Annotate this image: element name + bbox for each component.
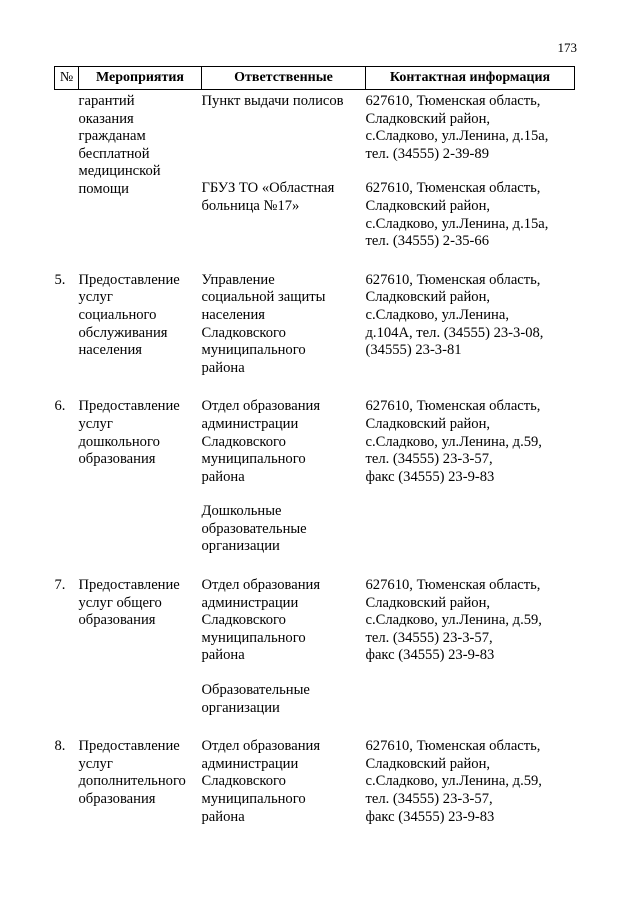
text-line: Сладковский район, <box>365 197 491 214</box>
text-line: 627610, Тюменская область, <box>365 93 541 109</box>
table-header-row <box>55 67 575 90</box>
text-line: района <box>201 359 245 376</box>
contact-cell <box>366 163 575 250</box>
table-row <box>55 717 575 826</box>
row-number <box>55 90 79 164</box>
text-line: Отдел образования <box>201 577 321 594</box>
contact-cell <box>366 90 575 164</box>
event-text <box>79 272 202 360</box>
text-line: муниципального <box>201 791 306 807</box>
table-row-continued <box>55 90 575 164</box>
text-line: Предоставление <box>78 271 180 288</box>
text-line: (34555) 23-3-81 <box>365 342 462 359</box>
responsible-cell <box>202 251 366 378</box>
text-line: услуг <box>78 755 113 772</box>
table-row <box>55 251 575 378</box>
contact-cell <box>366 556 575 717</box>
text-line: района <box>201 647 245 664</box>
responsible-text <box>202 272 366 378</box>
text-line: услуг <box>78 415 113 432</box>
text-line: администрации <box>201 755 299 772</box>
text-line: тел. (34555) 2-39-89 <box>365 145 489 162</box>
text-line: ГБУЗ ТО «Областная <box>201 180 335 197</box>
text-line: с.Сладково, ул.Ленина, <box>365 306 509 323</box>
responsible-cell <box>202 90 366 164</box>
text-line: с.Сладково, ул.Ленина, д.59, <box>365 773 542 790</box>
text-line: Сладковский район, <box>365 755 491 772</box>
text-line: образовательные <box>201 520 307 537</box>
text-line: социальной защиты <box>201 289 326 306</box>
text-line: тел. (34555) 23-3-57, <box>365 629 493 646</box>
text-line: больница №17» <box>201 197 300 214</box>
event-text <box>79 398 202 468</box>
text-line: д.104А, тел. (34555) 23-3-08, <box>365 324 544 341</box>
text-line: гарантий <box>78 93 135 109</box>
text-line: населения <box>201 306 266 323</box>
text-line: 627610, Тюменская область, <box>365 398 541 415</box>
contact-text <box>366 180 575 250</box>
text-line: образования <box>78 612 156 629</box>
text-line: Предоставление <box>78 577 180 594</box>
text-line: социального <box>78 306 157 323</box>
responsible-text <box>202 682 366 717</box>
event-text <box>79 738 202 808</box>
text-line: Предоставление <box>78 398 180 415</box>
responsible-cell <box>202 717 366 826</box>
text-line: Отдел образования <box>201 738 321 755</box>
text-line: организации <box>201 699 280 716</box>
text-line: организации <box>201 538 280 555</box>
contact-cell <box>366 251 575 378</box>
text-line: 627610, Тюменская область, <box>365 180 541 197</box>
row-number: 5. <box>54 271 66 288</box>
text-line: Управление <box>201 271 275 288</box>
text-line: с.Сладково, ул.Ленина, д.15а, <box>365 215 549 232</box>
text-line: дошкольного <box>78 433 160 450</box>
row-number: 7. <box>54 577 66 594</box>
text-line: бесплатной <box>78 145 150 162</box>
text-line: тел. (34555) 23-3-57, <box>365 791 493 807</box>
text-line: Пункт выдачи полисов <box>201 93 344 109</box>
contact-text <box>366 93 575 163</box>
text-line: с.Сладково, ул.Ленина, д.59, <box>365 433 542 450</box>
text-line: обслуживания <box>78 324 168 341</box>
contact-text <box>366 272 575 360</box>
responsible-text <box>202 398 366 486</box>
table-row <box>55 556 575 665</box>
text-line: района <box>201 468 245 485</box>
text-line: Отдел образования <box>201 398 321 415</box>
responsible-text <box>202 738 366 826</box>
text-line: образования <box>78 451 156 468</box>
event-text <box>79 93 202 199</box>
text-line: населения <box>78 342 143 359</box>
text-line: факс (34555) 23-9-83 <box>365 647 495 664</box>
responsible-cell <box>202 377 366 486</box>
text-line: Предоставление <box>78 738 180 755</box>
text-line: Сладковский район, <box>365 110 491 127</box>
contact-cell <box>366 717 575 826</box>
text-line: услуг <box>78 289 113 306</box>
row-number: 6. <box>54 398 66 415</box>
text-line: с.Сладково, ул.Ленина, д.59, <box>365 612 542 629</box>
text-line: администрации <box>201 594 299 611</box>
events-table <box>54 66 575 826</box>
responsible-cell <box>202 556 366 665</box>
table-row <box>55 377 575 486</box>
text-line: Сладковский район, <box>365 594 491 611</box>
text-line: Сладковский район, <box>365 289 491 306</box>
text-line: дополнительного <box>78 773 186 790</box>
text-line: Образовательные <box>201 682 310 699</box>
text-line: района <box>201 808 245 825</box>
header-events: Мероприятия <box>79 67 202 90</box>
event-text <box>79 577 202 630</box>
responsible-text <box>202 577 366 665</box>
contact-text <box>366 738 575 826</box>
text-line: медицинской <box>78 163 161 180</box>
text-line: Сладковский район, <box>365 415 491 432</box>
event-cell <box>79 556 202 717</box>
contact-cell <box>366 377 575 556</box>
text-line: муниципального <box>201 342 306 359</box>
text-line: Сладковского <box>201 433 286 450</box>
responsible-text <box>202 503 366 556</box>
text-line: оказания <box>78 110 134 127</box>
text-line: гражданам <box>78 128 146 145</box>
text-line: с.Сладково, ул.Ленина, д.15а, <box>365 128 549 145</box>
text-line: администрации <box>201 415 299 432</box>
text-line: 627610, Тюменская область, <box>365 577 541 594</box>
responsible-cell <box>202 163 366 250</box>
row-number: 8. <box>54 738 66 755</box>
page-number: 173 <box>557 40 577 55</box>
event-cell <box>79 717 202 826</box>
text-line: Сладковского <box>201 324 286 341</box>
event-cell <box>79 251 202 378</box>
header-responsible: Ответственные <box>202 67 366 90</box>
text-line: Сладковского <box>201 612 286 629</box>
text-line: образования <box>78 791 156 807</box>
responsible-cell <box>202 486 366 556</box>
contact-text <box>366 577 575 665</box>
text-line: муниципального <box>201 629 306 646</box>
text-line: факс (34555) 23-9-83 <box>365 808 495 825</box>
event-cell <box>79 90 202 251</box>
text-line: тел. (34555) 2-35-66 <box>365 233 489 250</box>
text-line: тел. (34555) 23-3-57, <box>365 451 493 468</box>
text-line: Дошкольные <box>201 503 282 520</box>
text-line: факс (34555) 23-9-83 <box>365 468 495 485</box>
header-contact: Контактная информация <box>366 67 575 90</box>
responsible-cell <box>202 665 366 717</box>
text-line: 627610, Тюменская область, <box>365 271 541 288</box>
header-number: № <box>55 67 79 90</box>
event-cell <box>79 377 202 556</box>
responsible-text <box>202 180 366 215</box>
responsible-text <box>202 93 366 111</box>
text-line: 627610, Тюменская область, <box>365 738 541 755</box>
text-line: муниципального <box>201 451 306 468</box>
text-line: помощи <box>78 180 129 197</box>
text-line: услуг общего <box>78 594 162 611</box>
contact-text <box>366 398 575 486</box>
text-line: Сладковского <box>201 773 286 790</box>
